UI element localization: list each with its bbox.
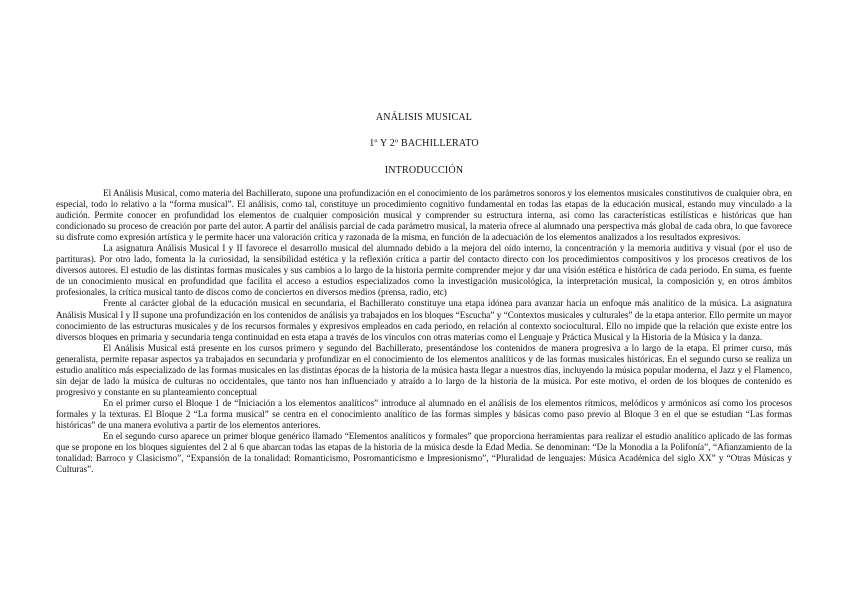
- paragraph: En el primer curso el Bloque 1 de “Iniciación a los elementos analíticos” introduce al alumnado en el análisis de los elementos rítmicos, melódicos y armónicos así como los procesos formales y la texturas. El Bloque 2 “La forma musical” se centra en el conocimiento analítico de las formas simples y básicas como paso previo al Bloque 3 en el que se estudian “Las formas históricas” de una manera evolutiva a partir de los elementos anteriores.: [56, 397, 792, 430]
- document-body: [56, 188, 792, 475]
- document-title: ANÁLISIS MUSICAL: [375, 112, 473, 123]
- paragraph: En el segundo curso aparece un primer bloque genérico llamado “Elementos analíticos y formales” que proporciona herramientas para realizar el estudio analítico aplicado de las formas que se propone en los bloques siguientes del 2 al 6 que abarcan todas las etapas de la historia de la música desde la Edad Media. Se denominan: “De la Monodia a la Polifonía”, “Afianzamiento de la tonalidad: Barroco y Clasicismo”, “Expansión de la tonalidad: Romanticismo, Posromanticismo e Impresionismo”, “Pluralidad de lenguajes: Música Académica del siglo XX” y “Otras Músicas y Culturas”.: [56, 431, 792, 475]
- document-page: [56, 112, 792, 475]
- course-heading: 1º Y 2º BACHILLERATO: [369, 138, 479, 149]
- paragraph: La asignatura Análisis Musical I y II favorece el desarrollo musical del alumnado debido a la mejora del oído interno, la concentración y la memoria auditiva y visual (por el uso de partituras). Por otro lado, fomenta la la curiosidad, la sensibilidad estética y la reflexión crítica a partir del contacto directo con los procedimientos compositivos y los procesos creativos de los diversos autores. El estudio de las distintas formas musicales y sus cambios a lo largo de la historia permite comprender mejor y dar una visión estética e histórica de cada periodo. En suma, es fuente de un conocimiento musical en profundidad que facilita el acceso a estudios especializados como la investigación musicológica, la interpretación musical, la composición y, en otros ámbitos profesionales, la crítica musical tanto de discos como de conciertos en diversos medios (prensa, radio, etc): [56, 243, 792, 298]
- section-heading: INTRODUCCIÓN: [384, 165, 464, 176]
- paragraph: El Análisis Musical está presente en los cursos primero y segundo del Bachillerato, presentándose los contenidos de manera progresiva a lo largo de la etapa. El primer curso, más generalista, permite repasar aspectos ya trabajados en secundaria y profundizar en el conocimiento de los elementos analíticos y de las formas musicales históricas. En el segundo curso se realiza un estudio analítico más especializado de las formas musicales en las distintas épocas de la historia de la música hasta llegar a nuestros días, incluyendo la música popular moderna, el Jazz y el Flamenco, sin dejar de lado la música de culturas no occidentales, que tanto nos han influenciado y atraído a lo largo de la historia de la música. Por este motivo, el orden de los bloques de contenido es progresivo y constante en su planteamiento conceptual: [56, 342, 792, 397]
- paragraph: El Análisis Musical, como materia del Bachillerato, supone una profundización en el conocimiento de los parámetros sonoros y los elementos musicales constitutivos de cualquier obra, en especial, todo lo relativo a la “forma musical”. El análisis, como tal, constituye un procedimiento cognitivo fundamental en todas las etapas de la educación musical, estando muy vinculado a la audición. Permite conocer en profundidad los elementos de cualquier composición musical y comprender su estructura interna, así como las características estilísticas e históricas que han condicionado su proceso de creación por parte del autor. A partir del análisis parcial de cada parámetro musical, la materia ofrece al alumnado una perspectiva más global de cada obra, lo que favorece su disfrute como expresión artística y le permite hacer una valoración crítica y razonada de la misma, en función de la adecuación de los elementos analizados a los resultados expresivos.: [56, 188, 792, 243]
- paragraph: Frente al carácter global de la educación musical en secundaria, el Bachillerato constituye una etapa idónea para avanzar hacia un enfoque más analítico de la música. La asignatura Análisis Musical I y II supone una profundización en los contenidos de análisis ya trabajados en los bloques “Escucha” y “Contextos musicales y culturales” de la etapa anterior. Ello permite un mayor conocimiento de las estructuras musicales y de los recursos formales y expresivos empleados en cada periodo, en relación al contexto sociocultural. Ello no impide que la relación que existe entre los diversos bloques en primaria y secundaria tenga continuidad en esta etapa a través de los vínculos con otras materias como el Lenguaje y Práctica Musical y la Historia de la Música y la danza.: [56, 298, 792, 342]
